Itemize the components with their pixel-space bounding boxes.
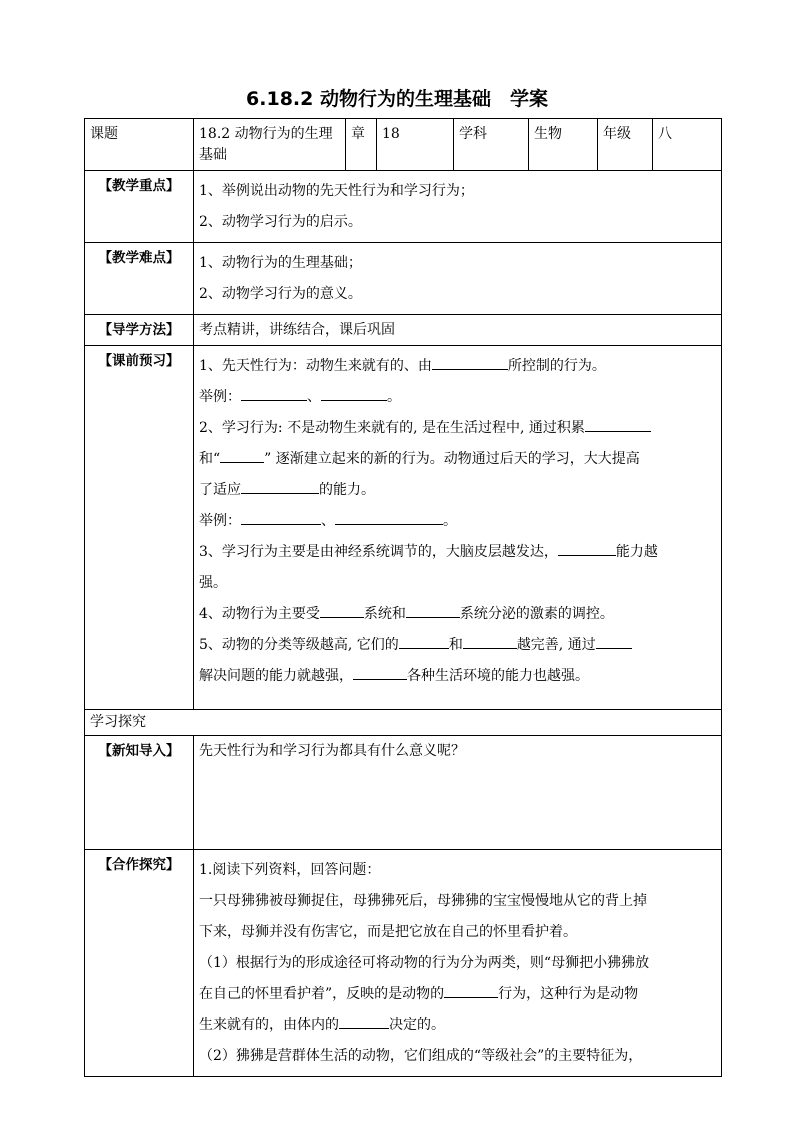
preview-text: 能力越 (615, 544, 658, 560)
key-points-content (194, 171, 722, 243)
chapter-value: 18 (377, 119, 454, 171)
topic-label: 课题 (85, 119, 194, 171)
grade-label: 年级 (598, 119, 653, 171)
preview-line (199, 351, 716, 382)
cooperate-row (85, 850, 722, 1077)
preview-text: 举例： (199, 513, 241, 529)
preview-line (199, 599, 716, 630)
question-text: 行为，这种行为是动物 (498, 986, 639, 1002)
preview-text: 举例： (199, 389, 241, 405)
preview-text: 4、动物行为主要受 (199, 606, 320, 622)
preview-text: 所控制的行为。 (507, 358, 606, 374)
topic-value: 18.2 动物行为的生理基础 (194, 119, 346, 171)
new-intro-label: 【新知导入】 (85, 736, 194, 850)
cooperate-label: 【合作探究】 (85, 850, 194, 1077)
preview-text: 、 (321, 513, 335, 529)
fill-blank[interactable] (241, 508, 321, 525)
question-text: 决定的。 (389, 1017, 445, 1033)
preview-line (199, 382, 716, 413)
new-intro-text: 先天性行为和学习行为都具有什么意义呢？ (194, 736, 722, 850)
difficulties-row (85, 243, 722, 315)
preview-line (199, 444, 716, 475)
preview-text: 各种生活环境的能力也越强。 (407, 668, 589, 684)
preview-line (199, 630, 716, 661)
fill-blank[interactable] (220, 446, 264, 463)
cooperate-content (194, 850, 722, 1077)
fill-blank[interactable] (320, 601, 364, 618)
document-title: 6.18.2 动物行为的生理基础 学案 (246, 88, 548, 110)
explore-section-row (85, 710, 722, 736)
fill-blank[interactable] (596, 632, 632, 649)
key-points-label: 【教学重点】 (85, 171, 194, 243)
explore-section-title: 学习探究 (85, 710, 722, 736)
fill-blank[interactable] (335, 508, 443, 525)
fill-blank[interactable] (585, 415, 651, 432)
fill-blank[interactable] (463, 632, 517, 649)
preview-text: 解决问题的能力就越强， (199, 668, 353, 684)
preview-text: 的能力。 (319, 482, 375, 498)
preview-text: 强。 (199, 575, 227, 591)
preview-text: 、 (307, 389, 321, 405)
preview-text: 系统分泌的激素的调控。 (459, 606, 614, 622)
preview-line (199, 537, 716, 568)
lesson-plan-table (84, 118, 722, 1077)
fill-blank[interactable] (444, 981, 498, 998)
question-text: 在自己的怀里看护着”，反映的是动物的 (199, 986, 445, 1002)
grade-value: 八 (653, 119, 722, 171)
fill-blank[interactable] (339, 1012, 389, 1029)
preview-line (199, 475, 716, 506)
method-text: 考点精讲，讲练结合，课后巩固 (194, 315, 722, 346)
fill-blank[interactable] (321, 384, 387, 401)
preview-text: 系统和 (363, 606, 406, 622)
preview-line (199, 661, 716, 692)
material-line: 一只母狒狒被母狮捉住，母狒狒死后，母狒狒的宝宝慢慢地从它的背上掉 (199, 893, 647, 909)
fill-blank[interactable] (406, 601, 460, 618)
preview-text: 了适应 (199, 482, 241, 498)
fill-blank[interactable] (241, 384, 307, 401)
new-intro-row (85, 736, 722, 850)
preview-text: 1、先天性行为：动物生来就有的、由 (199, 358, 432, 374)
material-line: 下来，母狮并没有伤害它，而是把它放在自己的怀里看护着。 (199, 924, 577, 940)
method-label: 【导学方法】 (85, 315, 194, 346)
preview-line (199, 413, 716, 444)
preview-text: 和 (448, 637, 463, 653)
preview-text: 。 (443, 513, 457, 529)
fill-blank[interactable] (353, 663, 407, 680)
subject-value: 生物 (529, 119, 598, 171)
preview-text: 。 (387, 389, 401, 405)
sub-question-line (199, 1010, 716, 1041)
question-text: 生来就有的，由体内的 (199, 1017, 339, 1033)
fill-blank[interactable] (241, 477, 319, 494)
preview-text: 越完善, 通过 (516, 637, 596, 653)
fill-blank[interactable] (558, 539, 616, 556)
preview-row (85, 346, 722, 710)
preview-line (199, 506, 716, 537)
difficulties-label: 【教学难点】 (85, 243, 194, 315)
preview-text: 和“ (199, 451, 221, 467)
method-row (85, 315, 722, 346)
key-point-1: 1、举例说出动物的先天性行为和学习行为； (199, 183, 474, 199)
fill-blank[interactable] (432, 353, 508, 370)
sub-question-line (199, 979, 716, 1010)
chapter-label: 章 (346, 119, 377, 171)
question-intro: 1.阅读下列资料，回答问题： (199, 862, 381, 878)
sub-question-line: （2）狒狒是营群体生活的动物，它们组成的“等级社会”的主要特征为， (199, 1048, 643, 1064)
preview-line (199, 568, 716, 599)
difficulty-1: 1、动物行为的生理基础； (199, 255, 362, 271)
subject-label: 学科 (454, 119, 529, 171)
sub-question-line: （1）根据行为的形成途径可将动物的行为分为两类，则“母狮把小狒狒放 (199, 955, 650, 971)
header-row (85, 119, 722, 171)
preview-text: 5、动物的分类等级越高, 它们的 (199, 637, 399, 653)
difficulty-2: 2、动物学习行为的意义。 (199, 286, 362, 302)
preview-content (194, 346, 722, 710)
preview-label: 【课前预习】 (85, 346, 194, 710)
preview-text: 2、学习行为: 不是动物生来就有的, 是在生活过程中, 通过积累 (199, 420, 585, 436)
fill-blank[interactable] (399, 632, 449, 649)
preview-text: 3、学习行为主要是由神经系统调节的，大脑皮层越发达， (199, 544, 558, 560)
key-point-2: 2、动物学习行为的启示。 (199, 214, 362, 230)
key-points-row (85, 171, 722, 243)
difficulties-content (194, 243, 722, 315)
preview-text: ” 逐渐建立起来的新的行为。动物通过后天的学习，大大提高 (264, 451, 640, 467)
